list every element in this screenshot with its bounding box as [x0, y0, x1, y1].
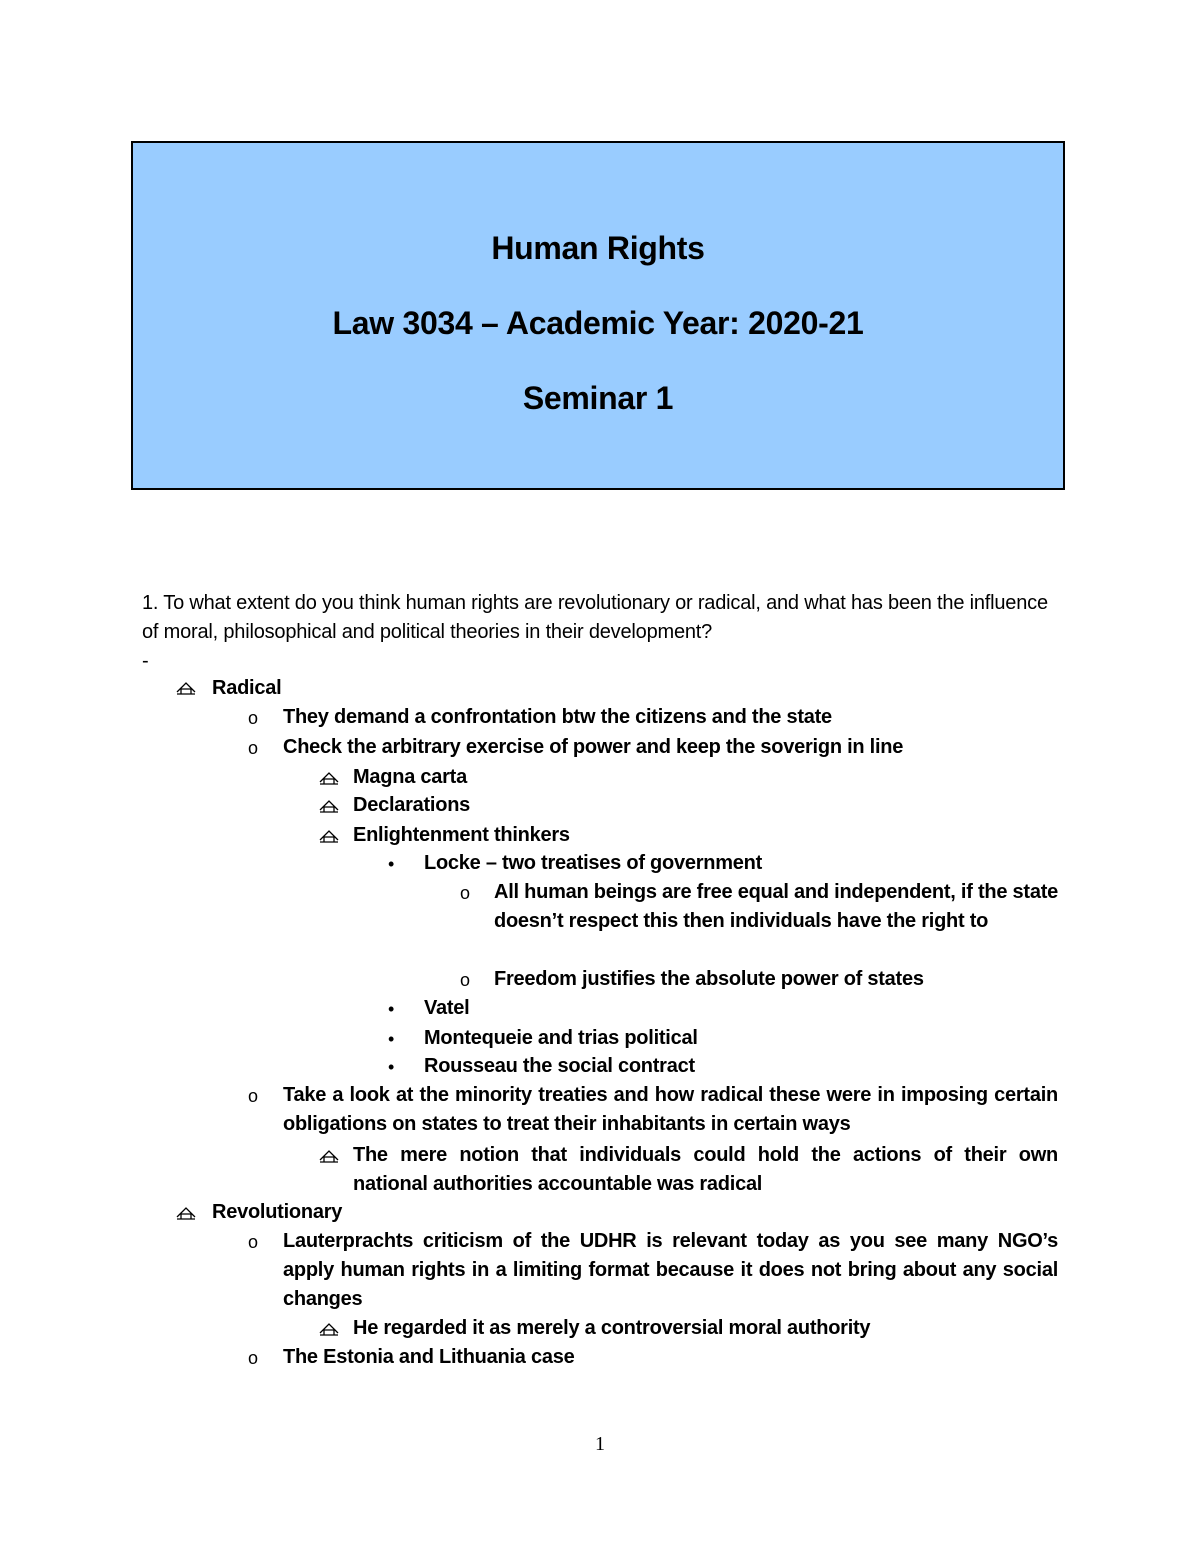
- dot-bullet: •: [388, 999, 395, 1019]
- circle-bullet: o: [248, 1348, 259, 1368]
- page-number: 1: [595, 1433, 605, 1455]
- moral-authority-item: He regarded it as merely a controversial moral authority: [353, 1317, 871, 1339]
- locke-item: Locke – two treatises of government: [424, 852, 763, 874]
- estonia-item: The Estonia and Lithuania case: [283, 1346, 575, 1368]
- circle-bullet: o: [248, 1086, 259, 1106]
- montequeie-item: Montequeie and trias political: [424, 1027, 698, 1049]
- circle-bullet: o: [460, 883, 471, 903]
- revolutionary-heading: Revolutionary: [212, 1201, 343, 1223]
- arrow-bullet-icon: [175, 1205, 197, 1221]
- circle-bullet: o: [460, 970, 471, 990]
- dot-bullet: •: [388, 1029, 395, 1049]
- arrow-bullet-icon: [318, 1148, 340, 1164]
- circle-bullet: o: [248, 708, 259, 728]
- enlightenment-item: Enlightenment thinkers: [353, 824, 570, 846]
- circle-bullet: o: [248, 1232, 259, 1252]
- arrow-bullet-icon: [318, 828, 340, 844]
- declarations-item: Declarations: [353, 794, 471, 816]
- minority-treaties-item: Take a look at the minority treaties and how radical these were in imposing certain obligations on states to treat their inhabitants in certain ways: [283, 1084, 1058, 1135]
- mere-notion-item: The mere notion that individuals could hold the actions of their own national authorities accountable was radical: [353, 1144, 1058, 1195]
- lauterprachts-item: Lauterprachts criticism of the UDHR is relevant today as you see many NGO’s apply human rights in a limiting format because it does not bring about any social changes: [283, 1230, 1058, 1310]
- magna-carta-item: Magna carta: [353, 766, 467, 788]
- dot-bullet: •: [388, 1057, 395, 1077]
- vatel-item: Vatel: [424, 997, 470, 1019]
- confrontation-item: They demand a confrontation btw the citizens and the state: [283, 706, 832, 728]
- seminar-heading: Seminar 1: [522, 380, 674, 416]
- rousseau-item: Rousseau the social contract: [424, 1055, 695, 1077]
- title-box: [131, 141, 1065, 490]
- circle-bullet: o: [248, 738, 259, 758]
- question-text: 1. To what extent do you think human rights are revolutionary or radical, and what has been the influence of moral, philosophical and political theories in their development?: [142, 592, 1048, 643]
- arrow-bullet-icon: [318, 798, 340, 814]
- check-power-item: Check the arbitrary exercise of power and keep the soverign in line: [283, 736, 904, 758]
- locke-free-item: All human beings are free equal and independent, if the state doesn’t respect this then individuals have the right to: [494, 881, 1058, 932]
- document-title: Human Rights: [491, 230, 705, 266]
- arrow-bullet-icon: [318, 770, 340, 786]
- dot-bullet: •: [388, 854, 395, 874]
- radical-heading: Radical: [212, 677, 282, 699]
- course-heading: Law 3034 – Academic Year: 2020-21: [332, 305, 864, 341]
- locke-freedom-item: Freedom justifies the absolute power of states: [494, 968, 924, 990]
- arrow-bullet-icon: [318, 1321, 340, 1337]
- arrow-bullet-icon: [175, 680, 197, 696]
- dash-marker: -: [142, 650, 149, 672]
